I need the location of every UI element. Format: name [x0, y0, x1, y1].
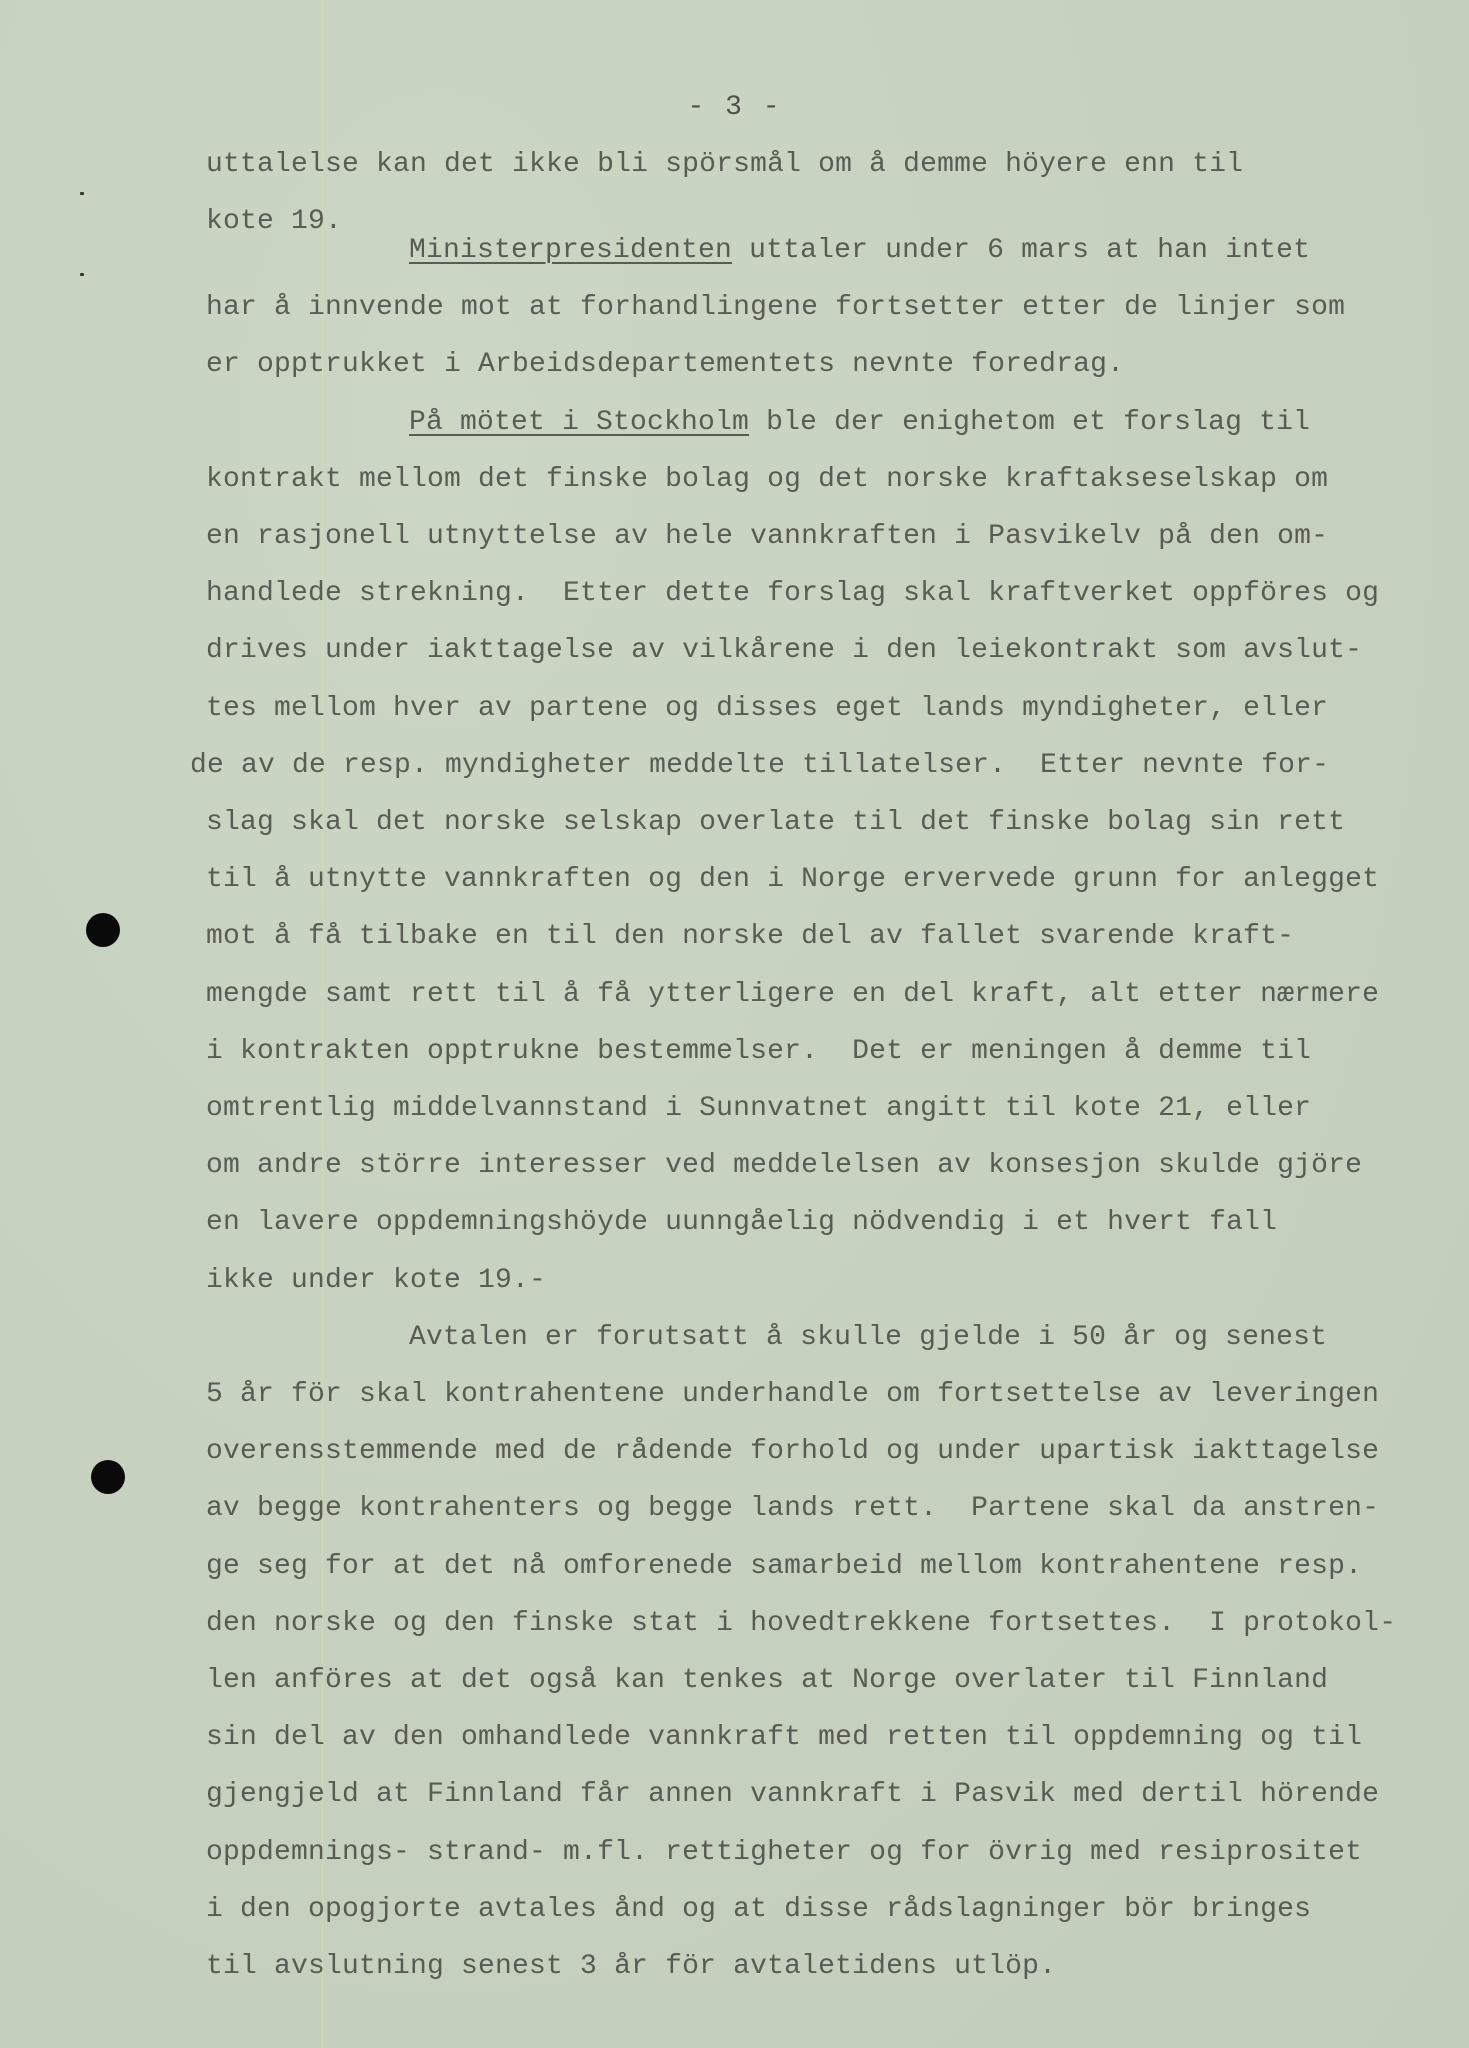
line-text: mengde samt rett til å få ytterligere en del kraft, alt etter nærmere: [206, 978, 1380, 1010]
text-line: [409, 406, 1310, 440]
text-line: [409, 234, 1310, 268]
text-line: [206, 1607, 1396, 1641]
text-line: [206, 1492, 1379, 1526]
line-text: ble der enighetom et forslag til: [749, 406, 1311, 438]
text-line: [206, 1378, 1379, 1412]
text-line: [206, 1206, 1277, 1240]
text-line: [206, 1149, 1362, 1183]
text-line: [206, 1035, 1311, 1069]
text-line: [206, 463, 1328, 497]
line-text: i den opogjorte avtales ånd og at disse rådslagninger bör bringes: [206, 1893, 1312, 1925]
text-line: [206, 978, 1379, 1012]
text-line: [190, 749, 1329, 783]
text-line: [206, 692, 1328, 726]
text-line: [206, 291, 1345, 325]
line-text: en rasjonell utnyttelse av hele vannkraften i Pasvikelv på den om-: [206, 521, 1329, 552]
text-line: [206, 863, 1379, 897]
ink-speck: [80, 192, 84, 195]
text-line: [206, 1778, 1379, 1812]
line-text: kote 19.: [206, 206, 343, 237]
text-line: [206, 205, 342, 239]
line-text: omtrentlig middelvannstand i Sunnvatnet angitt til kote 21, eller: [206, 1093, 1312, 1124]
line-text: de av de resp. myndigheter meddelte tillatelser. Etter nevnte for-: [190, 749, 1330, 781]
text-line: [206, 1836, 1362, 1870]
line-text: handlede strekning. Etter dette forslag skal kraftverket oppföres og: [206, 578, 1380, 610]
line-text: til avslutning senest 3 år för avtaletidens utlöp.: [206, 1951, 1057, 1982]
line-text: er opptrukket i Arbeidsdepartementets nevnte foredrag.: [206, 349, 1125, 381]
underlined-text: På mötet i Stockholm: [409, 406, 750, 438]
text-line: [206, 577, 1379, 611]
line-text: til å utnytte vannkraften og den i Norge ervervede grunn for anlegget: [206, 864, 1380, 896]
line-text: en lavere oppdemningshöyde uunngåelig nödvendig i et hvert fall: [206, 1207, 1278, 1239]
text-line: [206, 1664, 1328, 1698]
line-text: ikke under kote 19.-: [206, 1264, 547, 1296]
line-text: har å innvende mot at forhandlingene fortsetter etter de linjer som: [206, 292, 1346, 324]
text-line: [206, 806, 1345, 840]
ink-speck: [80, 273, 84, 276]
line-text: i kontrakten opptrukne bestemmelser. Det er meningen å demme til: [206, 1035, 1312, 1067]
text-line: [206, 1950, 1056, 1984]
page-number: - 3 -: [687, 92, 782, 123]
line-text: uttalelse kan det ikke bli spörsmål om å demme höyere enn til: [206, 149, 1244, 180]
text-line: [409, 1321, 1327, 1355]
text-line: [206, 920, 1294, 954]
line-text: sin del av den omhandlede vannkraft med retten til oppdemning og til: [206, 1722, 1363, 1754]
line-text: mot å få tilbake en til den norske del av fallet svarende kraft-: [206, 921, 1295, 953]
line-text: av begge kontrahenters og begge lands rett. Partene skal da anstren-: [206, 1493, 1380, 1525]
text-line: [206, 148, 1243, 182]
line-text: Avtalen er forutsatt å skulle gjelde i 50 år og senest: [409, 1321, 1328, 1353]
line-text: kontrakt mellom det finske bolag og det norske kraftakseselskap om: [206, 463, 1329, 495]
text-line: [206, 348, 1124, 382]
line-text: gjengjeld at Finnland får annen vannkraft i Pasvik med dertil hörende: [206, 1779, 1380, 1811]
underlined-text: Ministerpresidenten: [409, 235, 733, 266]
line-text: slag skal det norske selskap overlate til det finske bolag sin rett: [206, 807, 1346, 838]
line-text: tes mellom hver av partene og disses eget lands myndigheter, eller: [206, 692, 1329, 724]
text-line: [206, 1721, 1362, 1755]
text-line: [206, 1435, 1379, 1469]
line-text: overensstemmende med de rådende forhold og under upartisk iakttagelse: [206, 1436, 1380, 1468]
text-line: [206, 1550, 1362, 1584]
line-text: len anföres at det også kan tenkes at Norge overlater til Finnland: [206, 1665, 1329, 1696]
punch-hole: [91, 1460, 125, 1494]
line-text: 5 år för skal kontrahentene underhandle om fortsettelse av leveringen: [206, 1379, 1380, 1410]
text-line: [206, 1893, 1311, 1927]
line-text: ge seg for at det nå omforenede samarbeid mellom kontrahentene resp.: [206, 1550, 1363, 1582]
line-text: oppdemnings- strand- m.fl. rettigheter og for övrig med resiprositet: [206, 1836, 1363, 1868]
line-text: om andre större interesser ved meddelelsen av konsesjon skulde gjöre: [206, 1150, 1363, 1182]
text-line: [206, 1264, 546, 1298]
text-line: [206, 634, 1362, 668]
line-text: den norske og den finske stat i hovedtrekkene fortsettes. I protokol-: [206, 1607, 1397, 1639]
text-line: [206, 520, 1328, 554]
line-text: drives under iakttagelse av vilkårene i den leiekontrakt som avslut-: [206, 635, 1363, 667]
line-text: uttaler under 6 mars at han intet: [732, 235, 1311, 266]
punch-hole: [86, 913, 120, 947]
text-line: [206, 1092, 1311, 1126]
